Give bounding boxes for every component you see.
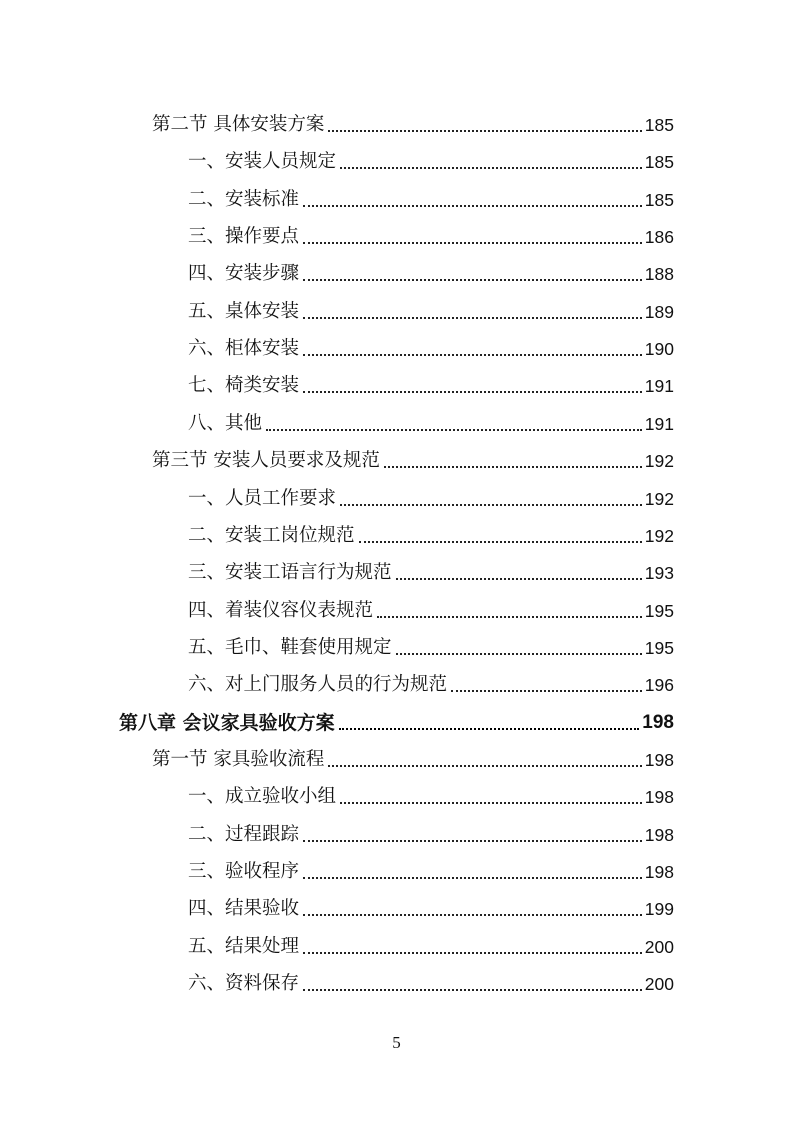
toc-entry-label: 第三节 安装人员要求及规范 [152, 450, 380, 472]
toc-item-entry[interactable] [188, 660, 674, 697]
toc-entry-label: 六、柜体安装 [188, 338, 300, 360]
toc-item-entry[interactable] [188, 324, 674, 361]
toc-entry-label: 二、安装标准 [188, 188, 300, 210]
toc-entry-label: 二、过程跟踪 [188, 823, 300, 845]
toc-item-entry[interactable] [188, 137, 674, 174]
dot-leader [303, 914, 642, 916]
toc-entry-label: 六、资料保存 [188, 973, 300, 995]
dot-leader [303, 391, 642, 393]
toc-entry-label: 七、椅类安装 [188, 375, 300, 397]
dot-leader [303, 952, 642, 954]
toc-item-entry[interactable] [188, 287, 674, 324]
toc-entry-page: 200 [644, 974, 674, 995]
toc-item-entry[interactable] [188, 175, 674, 212]
toc-entry-page: 193 [644, 563, 674, 584]
toc-item-entry[interactable] [188, 399, 674, 436]
toc-entry-label: 一、安装人员规定 [188, 151, 337, 173]
dot-leader [266, 429, 642, 431]
toc-entry-label: 三、安装工语言行为规范 [188, 562, 392, 584]
toc-entry-label: 一、人员工作要求 [188, 487, 337, 509]
toc-entry-page: 199 [644, 899, 674, 920]
dot-leader [451, 690, 642, 692]
toc-item-entry[interactable] [188, 474, 674, 511]
toc-entry-page: 185 [644, 152, 674, 173]
toc-entry-label: 二、安装工岗位规范 [188, 524, 355, 546]
toc-entry-label: 第二节 具体安装方案 [152, 114, 325, 135]
toc-entry-label: 五、结果处理 [188, 935, 300, 957]
toc-entry-page: 200 [644, 936, 674, 957]
toc-entry-page: 191 [644, 376, 674, 397]
dot-leader [340, 504, 642, 506]
toc-entry-page: 195 [644, 637, 674, 658]
toc-entry-page: 192 [644, 451, 674, 472]
toc-entry-page: 185 [644, 189, 674, 210]
toc-entry-page: 198 [642, 711, 674, 733]
toc-item-entry[interactable] [188, 884, 674, 921]
toc-entry-label: 三、验收程序 [188, 861, 300, 882]
toc-entry-label: 五、桌体安装 [188, 300, 300, 322]
toc-section-entry[interactable] [152, 436, 674, 473]
toc-item-entry[interactable] [188, 959, 674, 996]
toc-entry-page: 198 [644, 824, 674, 845]
page-number: 5 [392, 1033, 401, 1052]
toc-entry-label: 第八章 会议家具验收方案 [119, 711, 335, 734]
toc-entry-label: 四、安装步骤 [188, 263, 300, 285]
toc-entry-page: 188 [644, 264, 674, 285]
toc-section-entry[interactable] [152, 100, 674, 137]
dot-leader [384, 466, 642, 468]
dot-leader [328, 765, 641, 767]
toc-entry-label: 四、着装仪容仪表规范 [188, 599, 374, 621]
dot-leader [396, 578, 642, 580]
toc-item-entry[interactable] [188, 772, 674, 809]
toc-entry-label: 六、对上门服务人员的行为规范 [188, 674, 448, 696]
toc-item-entry[interactable] [188, 212, 674, 249]
toc-item-entry[interactable] [188, 511, 674, 548]
toc-item-entry[interactable] [188, 586, 674, 623]
toc-item-entry[interactable] [188, 922, 674, 959]
toc-entry-page: 189 [644, 301, 674, 322]
toc-entry-label: 八、其他 [188, 412, 263, 434]
dot-leader [303, 242, 642, 244]
dot-leader [359, 541, 642, 543]
toc-entry-label: 五、毛巾、鞋套使用规定 [188, 636, 392, 658]
toc-item-entry[interactable] [188, 810, 674, 847]
dot-leader [340, 802, 642, 804]
dot-leader [339, 728, 640, 730]
toc-entry-page: 195 [644, 600, 674, 621]
toc-entry-page: 186 [644, 227, 674, 248]
toc-entry-page: 196 [644, 675, 674, 696]
dot-leader [303, 205, 642, 207]
toc-entry-page: 191 [644, 413, 674, 434]
dot-leader [340, 167, 642, 169]
toc-entry-label: 四、结果验收 [188, 898, 300, 920]
toc-item-entry[interactable] [188, 623, 674, 660]
dot-leader [303, 354, 642, 356]
toc-item-entry[interactable] [188, 249, 674, 286]
toc-entry-label: 第一节 家具验收流程 [152, 748, 325, 770]
toc-entry-label: 三、操作要点 [188, 226, 300, 248]
toc-entry-page: 192 [644, 488, 674, 509]
toc-item-entry[interactable] [188, 847, 674, 884]
toc-entry-label: 一、成立验收小组 [188, 786, 337, 808]
toc-item-entry[interactable] [188, 361, 674, 398]
toc-entry-page: 198 [644, 787, 674, 808]
toc-section-entry[interactable] [152, 735, 674, 772]
toc-entry-page: 198 [644, 749, 674, 770]
dot-leader [303, 877, 642, 879]
dot-leader [303, 279, 642, 281]
toc-item-entry[interactable] [188, 548, 674, 585]
toc-entry-page: 198 [644, 862, 674, 882]
dot-leader [396, 653, 642, 655]
toc-entry-page: 192 [644, 525, 674, 546]
dot-leader [303, 840, 642, 842]
dot-leader [303, 317, 642, 319]
toc-entry-page: 190 [644, 339, 674, 360]
toc-entry-page: 185 [644, 115, 674, 135]
dot-leader [377, 616, 642, 618]
toc-chapter-entry[interactable] [119, 698, 674, 735]
dot-leader [303, 989, 642, 991]
dot-leader [328, 130, 641, 132]
